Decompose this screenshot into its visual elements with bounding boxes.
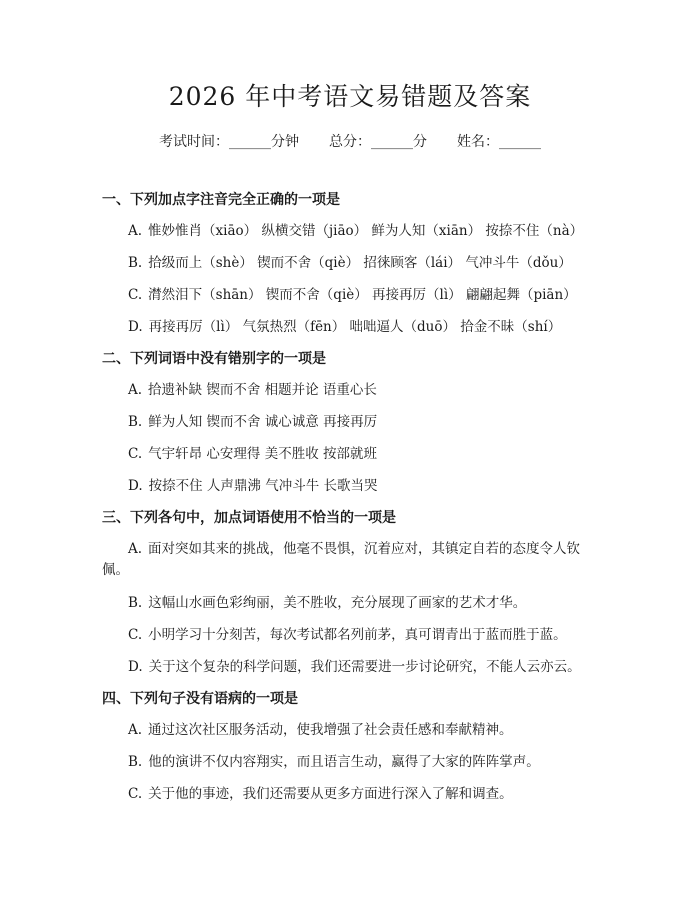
option-b [128,412,602,432]
option-letter: C. [128,786,143,802]
option-text: 关于他的事迹，我们还需要从更多方面进行深入了解和调查。 [148,786,513,802]
option-d [128,657,602,677]
option-text: 他的演讲不仅内容翔实，而且语言生动，赢得了大家的阵阵掌声。 [148,754,540,770]
option-letter: B. [128,255,143,271]
option-letter: A. [128,223,143,239]
option-letter: B. [128,754,143,770]
question-1 [102,190,602,337]
option-letter: B. [128,414,143,430]
option-b [128,593,602,613]
option-letter: D. [128,659,143,675]
question-2 [102,349,602,496]
option-text: 气宇轩昂 心安理得 美不胜收 按部就班 [148,446,378,462]
question-list [102,190,602,816]
option-letter: D. [128,478,143,494]
exam-score: 总分：______分 [329,134,427,150]
page-title: 2026 年中考语文易错题及答案 [168,82,532,111]
option-c [128,444,602,464]
option-text: 潸然泪下（shān） 锲而不舍（qiè） 再接再厉（lì） 翩翩起舞（piān） [148,287,577,303]
option-letter: D. [128,319,143,335]
question-heading: 三、下列各句中，加点词语使用不恰当的一项是 [102,510,396,526]
option-letter: A. [128,722,143,738]
question-heading: 四、下列句子没有语病的一项是 [102,691,298,707]
question-heading: 二、下列词语中没有错别字的一项是 [102,351,326,367]
option-d [128,476,602,496]
option-text: 小明学习十分刻苦，每次考试都名列前茅，真可谓青出于蓝而胜于蓝。 [148,627,567,643]
option-text: 关于这个复杂的科学问题，我们还需要进一步讨论研究，不能人云亦云。 [148,659,581,675]
option-b [128,253,602,273]
option-a [128,720,602,740]
option-letter: C. [128,446,143,462]
option-c [128,784,602,804]
option-letter: A. [128,382,143,398]
option-letter: C. [128,287,143,303]
option-text: 这幅山水画色彩绚丽，美不胜收，充分展现了画家的艺术才华。 [148,595,527,611]
option-text: 鲜为人知 锲而不舍 诚心诚意 再接再厉 [148,414,378,430]
option-a [128,380,602,400]
student-name: 姓名：______ [457,134,541,150]
option-a [102,539,602,581]
option-letter: A. [128,541,143,557]
exam-info [0,132,700,152]
option-text: 面对突如其来的挑战，他毫不畏惧，沉着应对，其镇定自若的态度令人钦佩。 [102,541,581,578]
option-text: 拾级而上（shè） 锲而不舍（qiè） 招徕顾客（lái） 气冲斗牛（dǒu） [148,255,572,271]
option-text: 按捺不住 人声鼎沸 气冲斗牛 长歌当哭 [148,478,378,494]
option-text: 拾遗补缺 锲而不舍 相题并论 语重心长 [148,382,377,398]
option-c [128,625,602,645]
option-c [128,285,602,305]
option-d [128,317,602,337]
option-text: 惟妙惟肖（xiāo） 纵横交错（jiāo） 鲜为人知（xiān） 按捺不住（nà） [148,223,584,239]
question-4 [102,689,602,804]
option-letter: C. [128,627,143,643]
option-b [128,752,602,772]
question-3 [102,508,602,677]
exam-time: 考试时间：______分钟 [159,134,299,150]
option-text: 再接再厉（lì） 气氛热烈（fēn） 咄咄逼人（duō） 拾金不昧（shí） [148,319,562,335]
option-letter: B. [128,595,143,611]
question-heading: 一、下列加点字注音完全正确的一项是 [102,192,340,208]
option-a [128,221,602,241]
option-text: 通过这次社区服务活动，使我增强了社会责任感和奉献精神。 [148,722,513,738]
